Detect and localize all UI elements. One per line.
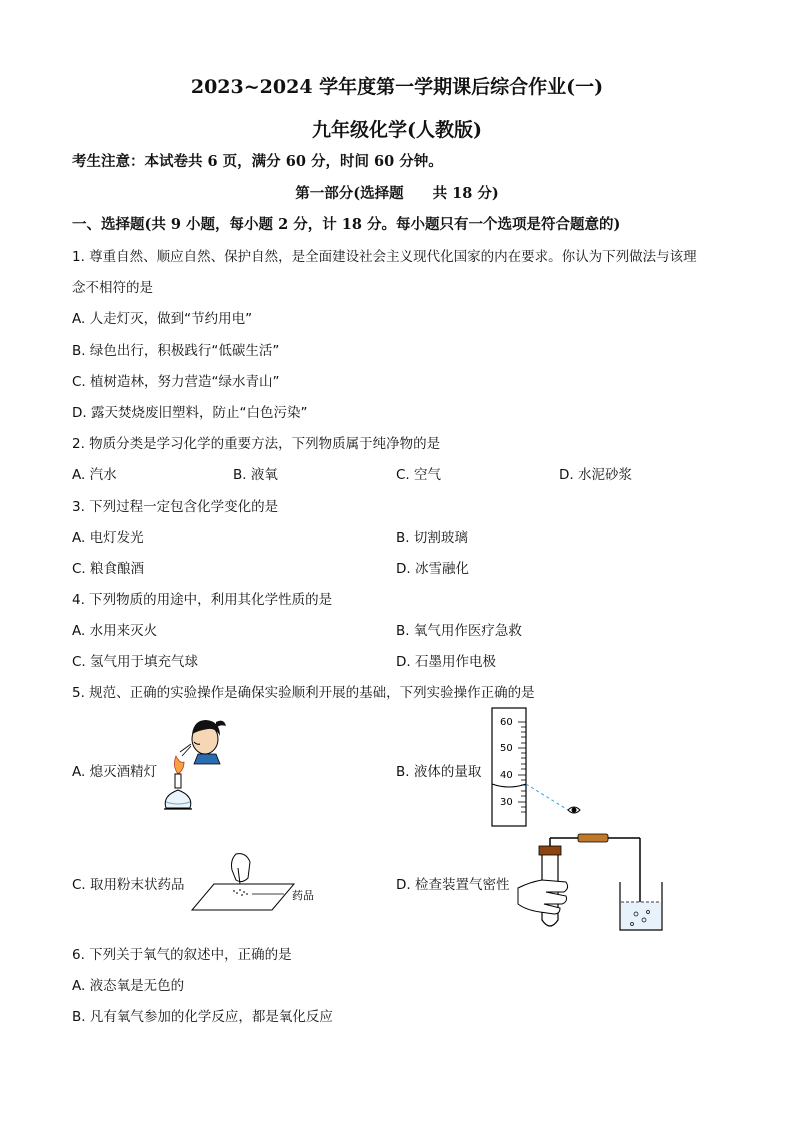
airtightness-check-figure	[516, 830, 666, 935]
q3-option-c[interactable]: C. 粮食酿酒	[72, 561, 145, 577]
part-heading: 第一部分(选择题 共 18 分)	[295, 185, 499, 202]
q6-option-a[interactable]: A. 液态氧是无色的	[72, 978, 185, 994]
question-6-stem: 6. 下列关于氧气的叙述中，正确的是	[72, 947, 292, 963]
page-title: 2023~2024 学年度第一学期课后综合作业(一)	[190, 76, 604, 98]
q2-option-d[interactable]: D. 水泥砂浆	[559, 467, 632, 483]
q1-option-b[interactable]: B. 绿色出行，积极践行“低碳生活”	[72, 343, 280, 359]
q3-option-a[interactable]: A. 电灯发光	[72, 530, 144, 546]
drug-label: 药品	[292, 889, 314, 902]
question-5-stem: 5. 规范、正确的实验操作是确保实验顺利开展的基础，下列实验操作正确的是	[72, 685, 535, 701]
page-subtitle: 九年级化学(人教版)	[312, 119, 482, 141]
exam-notice: 考生注意：本试卷共 6 页，满分 60 分，时间 60 分钟。	[72, 153, 443, 170]
q2-option-c[interactable]: C. 空气	[396, 467, 442, 483]
cylinder-tick-30: 30	[500, 797, 513, 808]
question-3-stem: 3. 下列过程一定包含化学变化的是	[72, 499, 279, 515]
q1-option-a[interactable]: A. 人走灯灭，做到“节约用电”	[72, 311, 253, 327]
q4-option-a[interactable]: A. 水用来灭火	[72, 623, 158, 639]
powder-sampling-figure	[192, 850, 322, 915]
q4-option-b[interactable]: B. 氧气用作医疗急救	[396, 623, 522, 639]
q5-option-c[interactable]: C. 取用粉末状药品	[72, 877, 185, 893]
q5-option-a[interactable]: A. 熄灭酒精灯	[72, 764, 158, 780]
q4-option-d[interactable]: D. 石墨用作电极	[396, 654, 496, 670]
section-heading: 一、选择题(共 9 小题，每小题 2 分，计 18 分。每小题只有一个选项是符合题意的)	[72, 216, 621, 233]
q1-option-c[interactable]: C. 植树造林，努力营造“绿水青山”	[72, 374, 280, 390]
q6-option-b[interactable]: B. 凡有氧气参加的化学反应，都是氧化反应	[72, 1009, 333, 1025]
q1-option-d[interactable]: D. 露天焚烧废旧塑料，防止“白色污染”	[72, 405, 308, 421]
alcohol-lamp-figure	[158, 712, 233, 827]
q4-option-c[interactable]: C. 氢气用于填充气球	[72, 654, 199, 670]
cylinder-tick-50: 50	[500, 743, 513, 754]
q2-option-a[interactable]: A. 汽水	[72, 467, 117, 483]
question-2-stem: 2. 物质分类是学习化学的重要方法，下列物质属于纯净物的是	[72, 436, 441, 452]
cylinder-tick-60: 60	[500, 717, 513, 728]
question-1-stem: 1. 尊重自然、顺应自然、保护自然，是全面建设社会主义现代化国家的内在要求。你认为下列做法与该理	[72, 249, 697, 265]
q5-option-b[interactable]: B. 液体的量取	[396, 764, 482, 780]
q3-option-b[interactable]: B. 切割玻璃	[396, 530, 468, 546]
q2-option-b[interactable]: B. 液氧	[233, 467, 278, 483]
q3-option-d[interactable]: D. 冰雪融化	[396, 561, 469, 577]
question-4-stem: 4. 下列物质的用途中，利用其化学性质的是	[72, 592, 333, 608]
q5-option-d[interactable]: D. 检查装置气密性	[396, 877, 510, 893]
graduated-cylinder-figure	[490, 706, 585, 828]
cylinder-tick-40: 40	[500, 770, 513, 781]
question-1-stem-cont: 念不相符的是	[72, 280, 153, 296]
